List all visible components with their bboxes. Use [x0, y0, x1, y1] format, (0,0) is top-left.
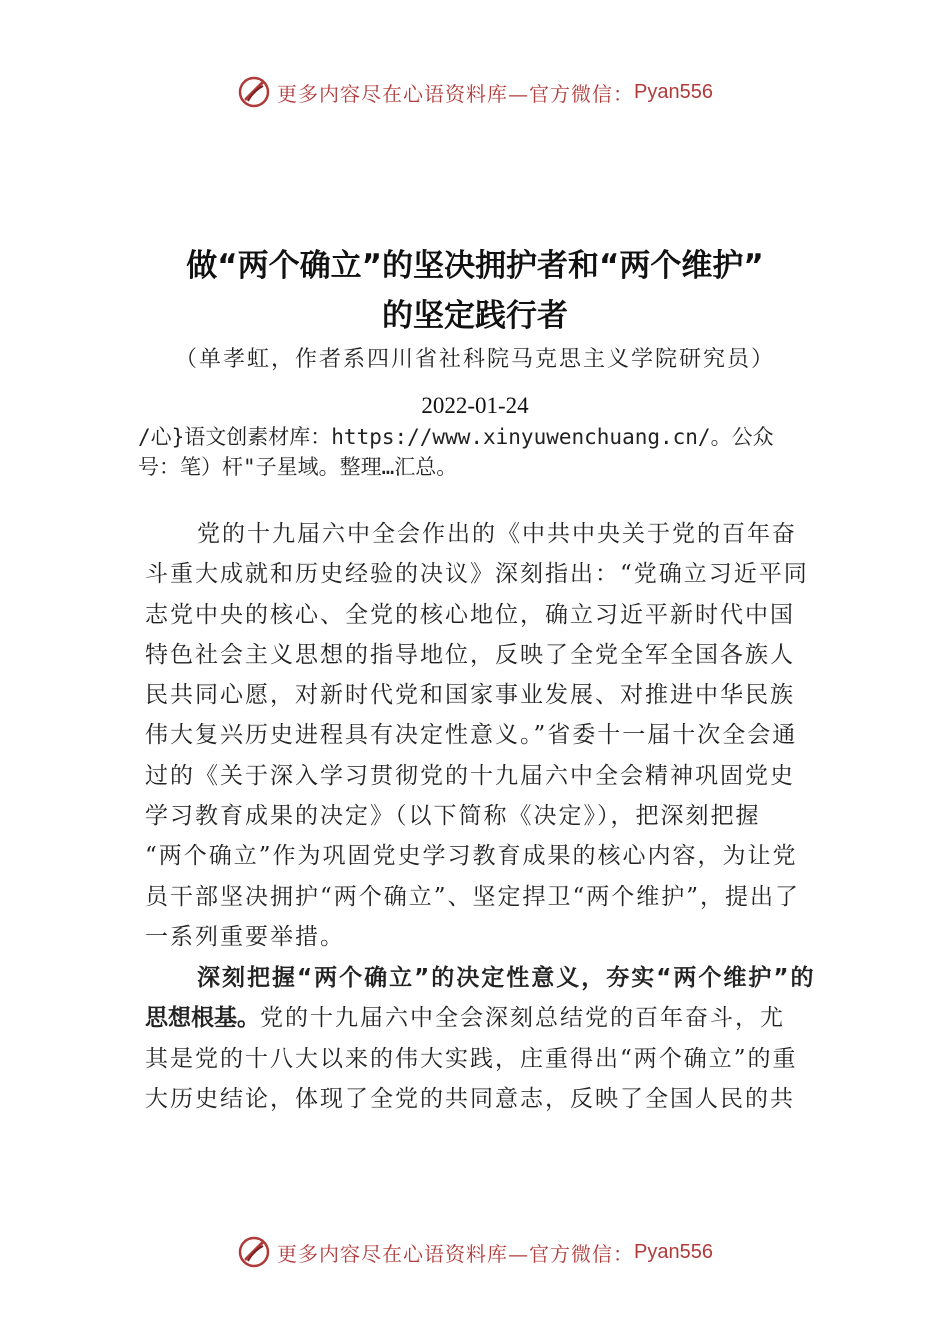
paragraph-line: 一系列重要举措。	[145, 923, 345, 950]
section-heading-end: 思想根基。	[145, 1005, 260, 1032]
banner-text: 更多内容尽在心语资料库—官方微信：	[277, 1241, 635, 1266]
banner-wechat-id: Pyan556	[634, 1240, 713, 1263]
paragraph-line: 党的十九届六中全会作出的《中共中央关于党的百年奋	[197, 521, 797, 547]
header-banner	[0, 72, 950, 112]
paragraph-line: 斗重大成就和历史经验的决议》深刻指出：“党确立习近平同	[145, 561, 809, 588]
publish-date: 2022-01-24	[421, 393, 529, 418]
article-title-line-1: 做“两个确立”的坚决拥护者和“两个维护”	[186, 248, 764, 284]
source-line: /心}语文创素材库：https://www.xinyuwenchuang.cn/。公众	[138, 425, 774, 449]
author-line: （单孝虹，作者系四川省社科院马克思主义学院研究员）	[174, 347, 775, 372]
body-paragraph-2	[145, 958, 816, 1119]
source-note	[138, 422, 838, 482]
paragraph-line: 志党中央的核心、全党的核心地位，确立习近平新时代中国	[145, 601, 795, 628]
section-heading: 深刻把握“两个确立”的决定性意义，夯实“两个维护”的	[197, 965, 816, 991]
paragraph-line: 其是党的十八大以来的伟大实践，庄重得出“两个确立”的重	[145, 1045, 798, 1072]
banner-text: 更多内容尽在心语资料库—官方微信：	[277, 81, 635, 106]
paragraph-line: 学习教育成果的决定》（以下简称《决定》），把深刻把握	[145, 803, 761, 830]
quill-seal-icon	[237, 1235, 271, 1269]
paragraph-line: 特色社会主义思想的指导地位，反映了全党全军全国各族人	[145, 641, 795, 668]
paragraph-line: 过的《关于深入学习贯彻党的十九届六中全会精神巩固党史	[145, 762, 795, 789]
body-paragraph-1	[145, 514, 810, 957]
paragraph-line	[145, 998, 810, 1038]
paragraph-line: 民共同心愿，对新时代党和国家事业发展、对推进中华民族	[145, 682, 795, 709]
footer-banner	[0, 1232, 950, 1272]
paragraph-line: “两个确立”作为巩固党史学习教育成果的核心内容，为让党	[145, 843, 798, 870]
paragraph-text: 党的十九届六中全会深刻总结党的百年奋斗，尤	[260, 1005, 785, 1032]
quill-seal-icon	[237, 75, 271, 109]
paragraph-line: 大历史结论，体现了全党的共同意志，反映了全国人民的共	[145, 1085, 795, 1112]
paragraph-line: 伟大复兴历史进程具有决定性意义。”省委十一届十次全会通	[145, 722, 798, 749]
banner-wechat-id: Pyan556	[634, 80, 713, 103]
paragraph-line: 员干部坚决拥护“两个确立”、坚定捍卫“两个维护”，提出了	[145, 883, 801, 910]
source-line: 号：笔）杆"子星域。整理…汇总。	[138, 455, 458, 479]
article-title-line-2: 的坚定践行者	[382, 298, 568, 334]
